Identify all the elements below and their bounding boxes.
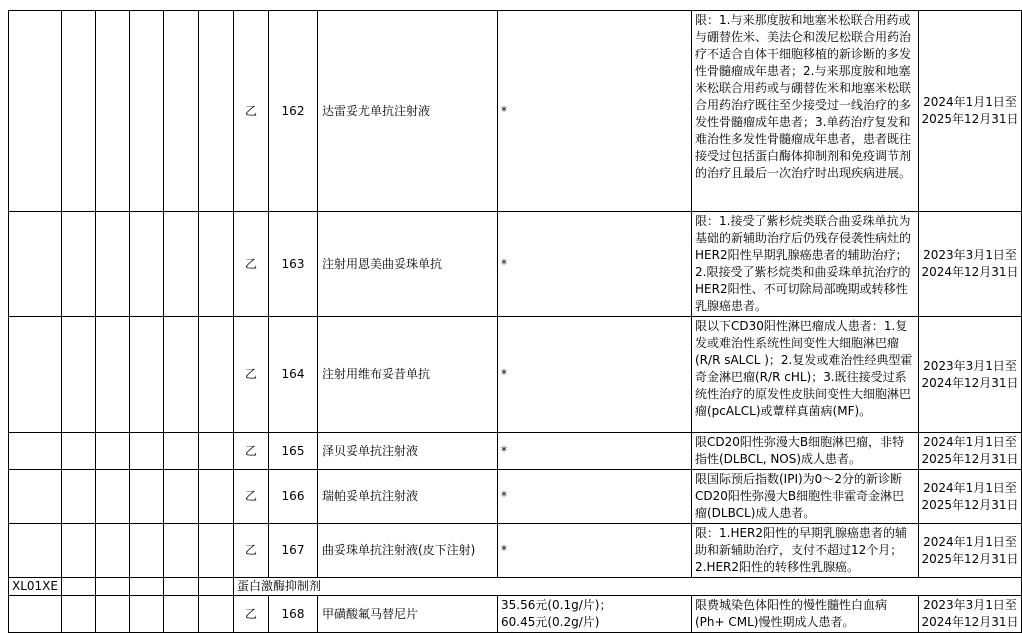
date-start: 2024年1月1日至	[923, 534, 1017, 549]
drug-notes: 限：1.HER2阳性的早期乳腺癌患者的辅助和新辅助治疗，支付不超过12个月；2.HER2阳性的转移性乳腺癌。	[692, 524, 919, 578]
drug-validity	[919, 596, 1022, 633]
drug-number: 165	[269, 433, 318, 470]
table-row	[9, 11, 1022, 212]
date-start: 2023年3月1日至	[923, 358, 1017, 373]
section-code: XL01XE	[9, 578, 62, 596]
date-start: 2023年3月1日至	[923, 598, 1017, 612]
date-end: 2025年12月31日	[921, 452, 1019, 466]
drug-number: 167	[269, 524, 318, 578]
price-line-2: 60.45元(0.2g/片)	[501, 615, 600, 629]
drug-category: 乙	[234, 317, 269, 433]
drug-price: *	[498, 470, 692, 524]
drug-notes: 限费城染色体阳性的慢性髓性白血病(Ph+ CML)慢性期成人患者。	[692, 596, 919, 633]
drug-price: *	[498, 524, 692, 578]
drug-price: *	[498, 433, 692, 470]
drug-category: 乙	[234, 212, 269, 317]
drug-name: 达雷妥尤单抗注射液	[318, 11, 498, 212]
table-row	[9, 524, 1022, 578]
date-start: 2024年1月1日至	[923, 435, 1017, 449]
drug-price	[498, 596, 692, 633]
table-row	[9, 212, 1022, 317]
table-row	[9, 317, 1022, 433]
drug-category: 乙	[234, 596, 269, 633]
drug-name: 瑞帕妥单抗注射液	[318, 470, 498, 524]
drug-category: 乙	[234, 470, 269, 524]
drug-notes: 限：1.接受了紫杉烷类联合曲妥珠单抗为基础的新辅助治疗后仍残存侵袭性病灶的HER2阳性早期乳腺癌患者的辅助治疗；2.限接受了紫杉烷类和曲妥珠单抗治疗的HER2阳性、不可切除局部晚期或转移性乳腺癌患者。	[692, 212, 919, 317]
date-end: 2024年12月31日	[921, 265, 1019, 279]
drug-table	[8, 10, 1022, 633]
drug-name: 注射用恩美曲妥珠单抗	[318, 212, 498, 317]
date-start: 2024年1月1日至	[923, 95, 1017, 109]
drug-validity	[919, 11, 1022, 212]
date-start: 2023年3月1日至	[923, 248, 1017, 262]
drug-number: 163	[269, 212, 318, 317]
drug-category: 乙	[234, 524, 269, 578]
section-row	[9, 578, 1022, 596]
table-row	[9, 470, 1022, 524]
table-row	[9, 596, 1022, 633]
drug-category: 乙	[234, 433, 269, 470]
drug-price: *	[498, 317, 692, 433]
drug-name: 注射用维布妥昔单抗	[318, 317, 498, 433]
date-end: 2025年12月31日	[921, 551, 1019, 566]
table-row	[9, 433, 1022, 470]
drug-notes: 限国际预后指数(IPI)为0～2分的新诊断CD20阳性弥漫大B细胞性非霍奇金淋巴瘤(DLBCL)成人患者。	[692, 470, 919, 524]
drug-validity	[919, 524, 1022, 578]
drug-notes: 限：1.与来那度胺和地塞米松联合用药或与硼替佐米、美法仑和泼尼松联合用药治疗不适合自体干细胞移植的新诊断的多发性骨髓瘤成年患者；2.与来那度胺和地塞米松联合用药或与硼替佐米和地塞米松联合用药治疗既往至少接受过一线治疗的多发性骨髓瘤成年患者；3.单药治疗复发和难治性多发性骨髓瘤成年患者，患者既往接受过包括蛋白酶体抑制剂和免疫调节剂的治疗且最后一次治疗时出现疾病进展。	[692, 11, 919, 212]
drug-validity	[919, 317, 1022, 433]
drug-category: 乙	[234, 11, 269, 212]
section-title: 蛋白激酶抑制剂	[234, 578, 1022, 596]
drug-notes: 限以下CD30阳性淋巴瘤成人患者：1.复发或难治性系统性间变性大细胞淋巴瘤(R/R sALCL )；2.复发或难治性经典型霍奇金淋巴瘤(R/R cHL)；3.既往接受过系统性治疗的原发性皮肤间变性大细胞淋巴瘤(pcALCL)或蕈样真菌病(MF)。	[692, 317, 919, 433]
drug-number: 162	[269, 11, 318, 212]
drug-validity	[919, 212, 1022, 317]
drug-number: 168	[269, 596, 318, 633]
drug-validity	[919, 470, 1022, 524]
drug-price: *	[498, 212, 692, 317]
drug-name: 泽贝妥单抗注射液	[318, 433, 498, 470]
drug-name: 甲磺酸氟马替尼片	[318, 596, 498, 633]
drug-validity	[919, 433, 1022, 470]
date-end: 2024年12月31日	[921, 375, 1019, 390]
drug-name: 曲妥珠单抗注射液(皮下注射)	[318, 524, 498, 578]
drug-number: 164	[269, 317, 318, 433]
date-end: 2025年12月31日	[921, 497, 1019, 512]
date-end: 2024年12月31日	[921, 615, 1019, 629]
price-line-1: 35.56元(0.1g/片)；	[501, 598, 612, 612]
drug-notes: 限CD20阳性弥漫大B细胞淋巴瘤，非特指性(DLBCL, NOS)成人患者。	[692, 433, 919, 470]
drug-number: 166	[269, 470, 318, 524]
date-start: 2024年1月1日至	[923, 480, 1017, 495]
drug-price: *	[498, 11, 692, 212]
date-end: 2025年12月31日	[921, 112, 1019, 126]
